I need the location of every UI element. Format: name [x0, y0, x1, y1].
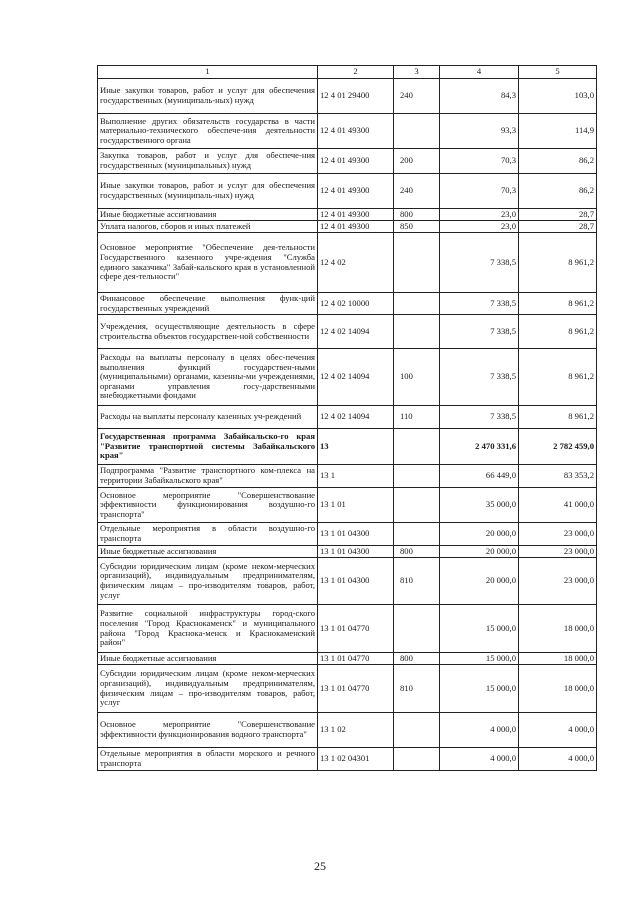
row-value-2-cell: 18 000,0	[519, 653, 597, 665]
row-value-2-cell: 8 961,2	[519, 349, 597, 406]
row-value-2-cell: 8 961,2	[519, 293, 597, 315]
table-row	[98, 488, 597, 523]
table-row	[98, 523, 597, 546]
row-name-cell: Иные бюджетные ассигнования	[98, 546, 318, 558]
row-vr-cell	[394, 605, 440, 653]
row-code-cell: 12 4 02 14094	[318, 315, 394, 349]
row-name-cell: Выполнение других обязательств государства в части материально-технического обеспече-ния деятельности государственного органа	[98, 114, 318, 149]
row-name-cell: Субсидии юридическим лицам (кроме неком-мерческих организаций), индивидуальным предпринимателям, физическим лицам – про-изводителям товаров, работ, услуг	[98, 665, 318, 713]
row-value-1-cell: 23,0	[440, 209, 519, 221]
row-vr-cell	[394, 488, 440, 523]
row-code-cell: 12 4 02	[318, 233, 394, 293]
row-name-cell: Подпрограмма "Развитие транспортного ком-плекса на территории Забайкальского края"	[98, 465, 318, 488]
row-value-1-cell: 4 000,0	[440, 748, 519, 771]
row-value-2-cell: 4 000,0	[519, 748, 597, 771]
row-code-cell: 13 1 01 04300	[318, 558, 394, 605]
row-code-cell: 13 1 01 04770	[318, 605, 394, 653]
row-vr-cell: 850	[394, 221, 440, 233]
row-code-cell: 12 4 01 49300	[318, 149, 394, 174]
row-code-cell: 12 4 01 49300	[318, 221, 394, 233]
row-code-cell: 13 1 02 04301	[318, 748, 394, 771]
row-name-cell: Развитие социальной инфраструктуры город-ского поселения "Город Краснокаменск" и муниципального района "Город Краснока-менск и Краснокаменский район"	[98, 605, 318, 653]
row-code-cell: 12 4 01 49300	[318, 209, 394, 221]
row-value-2-cell: 28,7	[519, 209, 597, 221]
row-vr-cell	[394, 315, 440, 349]
row-value-2-cell: 2 782 459,0	[519, 429, 597, 465]
row-name-cell: Иные бюджетные ассигнования	[98, 209, 318, 221]
row-vr-cell: 200	[394, 149, 440, 174]
row-value-2-cell: 86,2	[519, 174, 597, 209]
row-vr-cell: 240	[394, 79, 440, 114]
row-code-cell: 12 4 01 49300	[318, 174, 394, 209]
page-number: 25	[314, 859, 326, 873]
row-value-1-cell: 84,3	[440, 79, 519, 114]
row-value-1-cell: 35 000,0	[440, 488, 519, 523]
table-row	[98, 293, 597, 315]
row-value-2-cell: 23 000,0	[519, 558, 597, 605]
row-value-1-cell: 7 338,5	[440, 233, 519, 293]
table-row	[98, 429, 597, 465]
table-row	[98, 465, 597, 488]
table-row	[98, 149, 597, 174]
row-value-1-cell: 7 338,5	[440, 315, 519, 349]
table-row	[98, 558, 597, 605]
row-vr-cell: 800	[394, 546, 440, 558]
row-vr-cell	[394, 233, 440, 293]
table-row	[98, 713, 597, 748]
row-code-cell: 13 1 01 04770	[318, 653, 394, 665]
row-vr-cell	[394, 429, 440, 465]
row-value-2-cell: 23 000,0	[519, 546, 597, 558]
row-value-2-cell: 23 000,0	[519, 523, 597, 546]
row-vr-cell: 100	[394, 349, 440, 406]
row-vr-cell: 800	[394, 653, 440, 665]
row-name-cell: Иные закупки товаров, работ и услуг для обеспечения государственных (муниципаль-ных) нужд	[98, 174, 318, 209]
row-value-2-cell: 8 961,2	[519, 315, 597, 349]
table-row	[98, 349, 597, 406]
row-code-cell: 12 4 02 10000	[318, 293, 394, 315]
row-value-2-cell: 86,2	[519, 149, 597, 174]
row-value-2-cell: 8 961,2	[519, 406, 597, 429]
row-value-1-cell: 15 000,0	[440, 665, 519, 713]
row-vr-cell: 240	[394, 174, 440, 209]
row-name-cell: Отдельные мероприятия в области морского и речного транспорта	[98, 748, 318, 771]
row-vr-cell	[394, 748, 440, 771]
row-name-cell: Субсидии юридическим лицам (кроме неком-мерческих организаций), индивидуальным предпринимателям, физическим лицам – про-изводителям товаров, работ, услуг	[98, 558, 318, 605]
row-value-2-cell: 28,7	[519, 221, 597, 233]
table-row	[98, 748, 597, 771]
row-value-1-cell: 70,3	[440, 149, 519, 174]
row-value-1-cell: 2 470 331,6	[440, 429, 519, 465]
row-name-cell: Государственная программа Забайкальско-го края "Развитие транспортной системы Забайкальского края"	[98, 429, 318, 465]
budget-table-page	[97, 65, 596, 771]
table-row	[98, 665, 597, 713]
row-value-1-cell: 7 338,5	[440, 293, 519, 315]
row-code-cell: 13	[318, 429, 394, 465]
row-value-2-cell: 18 000,0	[519, 665, 597, 713]
table-row	[98, 546, 597, 558]
row-vr-cell: 800	[394, 209, 440, 221]
row-name-cell: Иные бюджетные ассигнования	[98, 653, 318, 665]
row-value-2-cell: 18 000,0	[519, 605, 597, 653]
row-value-1-cell: 15 000,0	[440, 605, 519, 653]
row-value-2-cell: 8 961,2	[519, 233, 597, 293]
table-row	[98, 221, 597, 233]
row-value-2-cell: 41 000,0	[519, 488, 597, 523]
row-vr-cell	[394, 293, 440, 315]
row-value-1-cell: 93,3	[440, 114, 519, 149]
row-value-1-cell: 20 000,0	[440, 546, 519, 558]
row-value-1-cell: 23,0	[440, 221, 519, 233]
header-cell-name: 1	[98, 66, 318, 79]
table-row	[98, 174, 597, 209]
row-name-cell: Учреждения, осуществляющие деятельность в сфере строительства объектов государствен-ной собственности	[98, 315, 318, 349]
row-vr-cell	[394, 713, 440, 748]
table-row	[98, 406, 597, 429]
row-name-cell: Закупка товаров, работ и услуг для обеспече-ния государственных (муниципальных) нужд	[98, 149, 318, 174]
row-code-cell: 13 1	[318, 465, 394, 488]
row-code-cell: 12 4 01 49300	[318, 114, 394, 149]
table-row	[98, 315, 597, 349]
row-value-1-cell: 4 000,0	[440, 713, 519, 748]
row-name-cell: Финансовое обеспечение выполнения функ-ций государственных учреждений	[98, 293, 318, 315]
table-row	[98, 79, 597, 114]
row-vr-cell	[394, 465, 440, 488]
row-name-cell: Иные закупки товаров, работ и услуг для обеспечения государственных (муниципаль-ных) нужд	[98, 79, 318, 114]
row-name-cell: Отдельные мероприятия в области воздушно-го транспорта	[98, 523, 318, 546]
row-name-cell: Основное мероприятие "Совершенствование эффективности функционирования водного транспорта"	[98, 713, 318, 748]
row-value-2-cell: 83 353,2	[519, 465, 597, 488]
row-code-cell: 12 4 02 14094	[318, 349, 394, 406]
row-value-2-cell: 4 000,0	[519, 713, 597, 748]
row-code-cell: 13 1 01 04770	[318, 665, 394, 713]
row-vr-cell	[394, 523, 440, 546]
row-vr-cell: 810	[394, 558, 440, 605]
row-value-1-cell: 70,3	[440, 174, 519, 209]
row-code-cell: 13 1 02	[318, 713, 394, 748]
row-code-cell: 13 1 01	[318, 488, 394, 523]
header-cell-value-1: 4	[440, 66, 519, 79]
header-row	[98, 66, 597, 79]
budget-table	[97, 65, 597, 771]
row-name-cell: Уплата налогов, сборов и иных платежей	[98, 221, 318, 233]
row-code-cell: 13 1 01 04300	[318, 546, 394, 558]
row-value-1-cell: 20 000,0	[440, 523, 519, 546]
row-code-cell: 13 1 01 04300	[318, 523, 394, 546]
row-value-2-cell: 114,9	[519, 114, 597, 149]
row-name-cell: Расходы на выплаты персоналу казенных уч-реждений	[98, 406, 318, 429]
row-value-1-cell: 7 338,5	[440, 406, 519, 429]
row-value-1-cell: 15 000,0	[440, 653, 519, 665]
row-vr-cell	[394, 114, 440, 149]
row-value-1-cell: 66 449,0	[440, 465, 519, 488]
row-value-2-cell: 103,0	[519, 79, 597, 114]
table-row	[98, 114, 597, 149]
row-vr-cell: 810	[394, 665, 440, 713]
row-name-cell: Основное мероприятие "Обеспечение дея-тельности Государственного казенного учре-ждения "Служба единого заказчика" Забай-кальского края в установленной сфере дея-тельности"	[98, 233, 318, 293]
table-row	[98, 653, 597, 665]
table-row	[98, 209, 597, 221]
table-row	[98, 605, 597, 653]
row-vr-cell: 110	[394, 406, 440, 429]
row-name-cell: Расходы на выплаты персоналу в целях обес-печения выполнения функций государствен-ными (муниципальными) органами, казенны-ми учреждениями, органами управления госу-дарственными внебюджетными фондами	[98, 349, 318, 406]
row-name-cell: Основное мероприятие "Совершенствование эффективности функционирования воздушно-го транспорта"	[98, 488, 318, 523]
row-code-cell: 12 4 01 29400	[318, 79, 394, 114]
row-value-1-cell: 20 000,0	[440, 558, 519, 605]
row-value-1-cell: 7 338,5	[440, 349, 519, 406]
row-code-cell: 12 4 02 14094	[318, 406, 394, 429]
header-cell-value-2: 5	[519, 66, 597, 79]
header-cell-vr: 3	[394, 66, 440, 79]
table-row	[98, 233, 597, 293]
header-cell-code: 2	[318, 66, 394, 79]
